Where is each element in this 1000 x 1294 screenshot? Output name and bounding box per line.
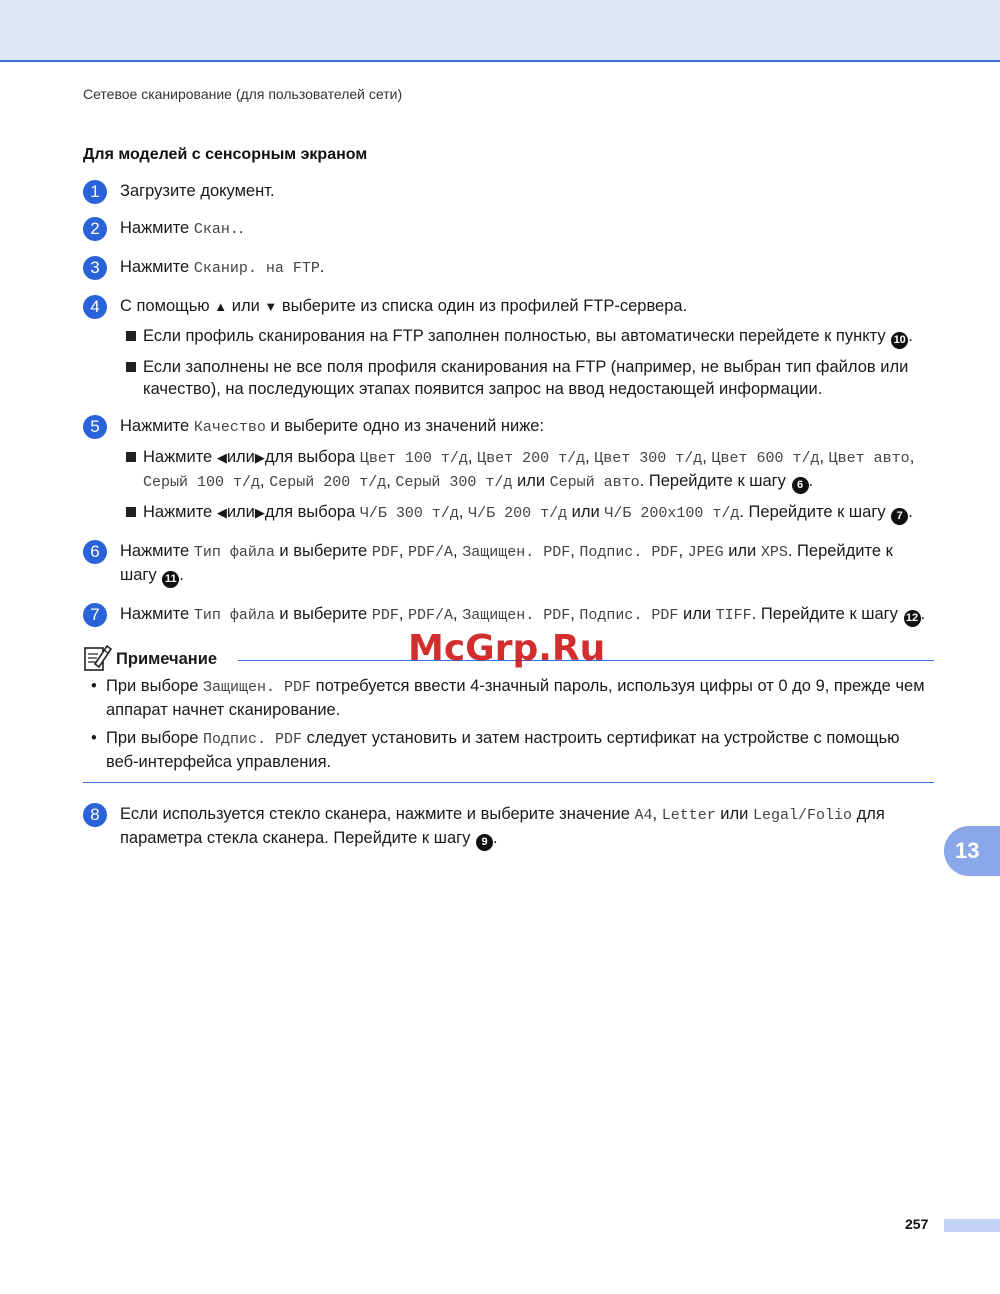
sub-bullet <box>120 325 933 349</box>
punct: , <box>652 805 662 823</box>
arrow-up-icon: ▲ <box>214 299 228 314</box>
step-text: Загрузите документ. <box>120 182 275 200</box>
punct: . <box>179 566 184 584</box>
option-label: A4 <box>634 807 653 824</box>
button-label: Сканир. на FTP <box>193 260 320 277</box>
bullet-text: Если профиль сканирования на FTP заполнен полностью, вы автоматически перейдете к пункту <box>143 327 891 345</box>
note-title: Примечание <box>116 650 218 668</box>
punct: или <box>715 805 753 823</box>
punct: , <box>467 448 478 466</box>
bullet-dot: • <box>91 729 97 747</box>
step-text: и выберите одно из значений ниже: <box>265 417 545 435</box>
step-number: 1 <box>83 180 107 204</box>
option-label: Letter <box>661 807 716 824</box>
arrow-right-icon: ▶ <box>254 450 265 465</box>
punct: , <box>570 605 580 623</box>
option-label: JPEG <box>687 544 724 561</box>
step-text: или <box>227 297 265 315</box>
option-label: PDF/A <box>408 607 454 624</box>
step-5 <box>83 415 933 525</box>
bullet-text: для выбора <box>264 503 360 521</box>
step-7 <box>83 603 933 627</box>
step-number: 5 <box>83 415 107 439</box>
punct: или <box>723 542 761 560</box>
punct: , <box>702 448 712 466</box>
punct: , <box>453 605 463 623</box>
arrow-right-icon: ▶ <box>254 505 265 520</box>
bullet-text: или <box>226 503 255 521</box>
option-label: Серый 100 т/д <box>143 474 261 491</box>
punct: , <box>570 542 580 560</box>
note-text: При выборе <box>106 729 204 747</box>
note-item <box>83 675 933 721</box>
step-number: 8 <box>83 803 107 827</box>
option-label: XPS <box>760 544 788 561</box>
option-label: Серый 300 т/д <box>395 474 513 491</box>
header-band <box>0 0 1000 62</box>
note-item <box>83 727 933 773</box>
punct: . <box>808 472 814 490</box>
option-label: TIFF <box>715 607 752 624</box>
punct: , <box>458 503 469 521</box>
option-label: Legal/Folio <box>752 807 852 824</box>
punct: . <box>319 258 325 276</box>
page-number: 257 <box>905 1216 929 1232</box>
step-ref-icon: 11 <box>162 571 179 588</box>
step-8 <box>83 803 933 851</box>
watermark: McGrp.Ru <box>408 628 606 669</box>
punct: . <box>908 327 913 345</box>
arrow-down-icon: ▼ <box>264 299 278 314</box>
option-label: PDF <box>371 607 399 624</box>
step-number: 4 <box>83 295 107 319</box>
button-label: Тип файла <box>193 544 275 561</box>
punct: . <box>920 605 926 623</box>
punct: . <box>238 219 244 237</box>
bullet-text: . Перейдите к шагу <box>739 503 891 521</box>
punct: , <box>819 448 829 466</box>
bullet-text: . Перейдите к шагу <box>639 472 791 490</box>
option-label: Подпис. PDF <box>203 731 303 748</box>
option-label: PDF <box>371 544 399 561</box>
step-text: С помощью <box>120 297 215 315</box>
note-pencil-icon <box>83 642 113 678</box>
option-label: Ч/Б 200x100 т/д <box>604 505 740 522</box>
instructions <box>83 180 933 866</box>
sub-bullet <box>120 356 933 400</box>
chapter-tab: 13 <box>944 826 1000 876</box>
bullet-text: Нажмите <box>143 448 217 466</box>
button-label: Скан. <box>193 221 239 238</box>
step-ref-icon: 10 <box>891 332 908 349</box>
option-label: Защищен. PDF <box>462 544 571 561</box>
step-number: 6 <box>83 540 107 564</box>
bullet-text: или <box>226 448 255 466</box>
punct: , <box>678 542 688 560</box>
square-bullet-icon <box>126 362 136 372</box>
note-text: потребуется ввести 4-значный пароль, используя цифры от 0 до 9, прежде чем аппарат начнет сканирование. <box>106 677 925 719</box>
step-text: Нажмите <box>120 417 194 435</box>
punct: или <box>678 605 716 623</box>
step-text: . Перейдите к шагу <box>751 605 903 623</box>
step-3 <box>83 256 933 280</box>
option-label: Ч/Б 300 т/д <box>359 505 459 522</box>
punct: , <box>585 448 595 466</box>
step-2 <box>83 217 933 241</box>
square-bullet-icon <box>126 331 136 341</box>
bullet-text: для выбора <box>264 448 360 466</box>
step-text: . Перейдите к шагу <box>120 542 893 584</box>
option-label: Серый авто <box>549 474 640 491</box>
section-title: Для моделей с сенсорным экраном <box>83 146 368 163</box>
step-ref-icon: 7 <box>891 508 908 525</box>
step-number: 3 <box>83 256 107 280</box>
step-text: выберите из списка один из профилей FTP-сервера. <box>277 297 688 315</box>
punct: , <box>398 605 409 623</box>
punct: , <box>453 542 463 560</box>
punct: , <box>260 472 270 490</box>
button-label: Качество <box>193 419 266 436</box>
punct: . <box>908 503 913 521</box>
step-1 <box>83 180 933 202</box>
step-6 <box>83 540 933 588</box>
punct: , <box>386 472 396 490</box>
option-label: Цвет 100 т/д <box>359 450 468 467</box>
sub-bullet <box>120 501 933 525</box>
punct: , <box>398 542 409 560</box>
step-ref-icon: 9 <box>476 834 493 851</box>
punct: , <box>909 448 915 466</box>
step-text: Нажмите <box>120 542 194 560</box>
step-text: Нажмите <box>120 605 194 623</box>
square-bullet-icon <box>126 507 136 517</box>
option-label: Цвет 600 т/д <box>711 450 820 467</box>
page-number-bar <box>944 1219 1000 1232</box>
bullet-text: Нажмите <box>143 503 217 521</box>
option-label: PDF/A <box>408 544 454 561</box>
bullet-dot: • <box>91 677 97 695</box>
step-number: 2 <box>83 217 107 241</box>
running-head: Сетевое сканирование (для пользователей сети) <box>83 86 403 102</box>
step-text: Нажмите <box>120 258 194 276</box>
step-ref-icon: 6 <box>792 477 809 494</box>
step-4 <box>83 295 933 400</box>
option-label: Серый 200 т/д <box>269 474 387 491</box>
note-text: При выборе <box>106 677 204 695</box>
step-text: и выберите <box>274 542 372 560</box>
option-label: Цвет авто <box>828 450 910 467</box>
option-label: Защищен. PDF <box>462 607 571 624</box>
step-ref-icon: 12 <box>904 610 921 627</box>
note-text: следует установить и затем настроить сертификат на устройстве с помощью веб-интерфейса управления. <box>106 729 900 771</box>
arrow-left-icon: ◀ <box>216 450 227 465</box>
option-label: Защищен. PDF <box>203 679 312 696</box>
option-label: Ч/Б 200 т/д <box>468 505 568 522</box>
bullet-text: Если заполнены не все поля профиля сканирования на FTP (например, не выбран тип файлов или качество), на последующих этапах появится запрос на ввод недостающей информации. <box>143 358 909 398</box>
button-label: Тип файла <box>193 607 275 624</box>
step-text: и выберите <box>274 605 372 623</box>
option-label: Цвет 300 т/д <box>594 450 703 467</box>
punct: . <box>493 829 498 847</box>
note-bottom-divider <box>83 782 934 783</box>
sub-bullet <box>120 446 933 494</box>
punct: или <box>567 503 605 521</box>
option-label: Подпис. PDF <box>579 607 679 624</box>
punct: или <box>512 472 550 490</box>
step-text: Нажмите <box>120 219 194 237</box>
arrow-left-icon: ◀ <box>216 505 227 520</box>
square-bullet-icon <box>126 452 136 462</box>
option-label: Цвет 200 т/д <box>477 450 586 467</box>
step-text: для параметра стекла сканера. Перейдите к шагу <box>120 805 885 847</box>
option-label: Подпис. PDF <box>579 544 679 561</box>
step-number: 7 <box>83 603 107 627</box>
step-text: Если используется стекло сканера, нажмите и выберите значение <box>120 805 635 823</box>
